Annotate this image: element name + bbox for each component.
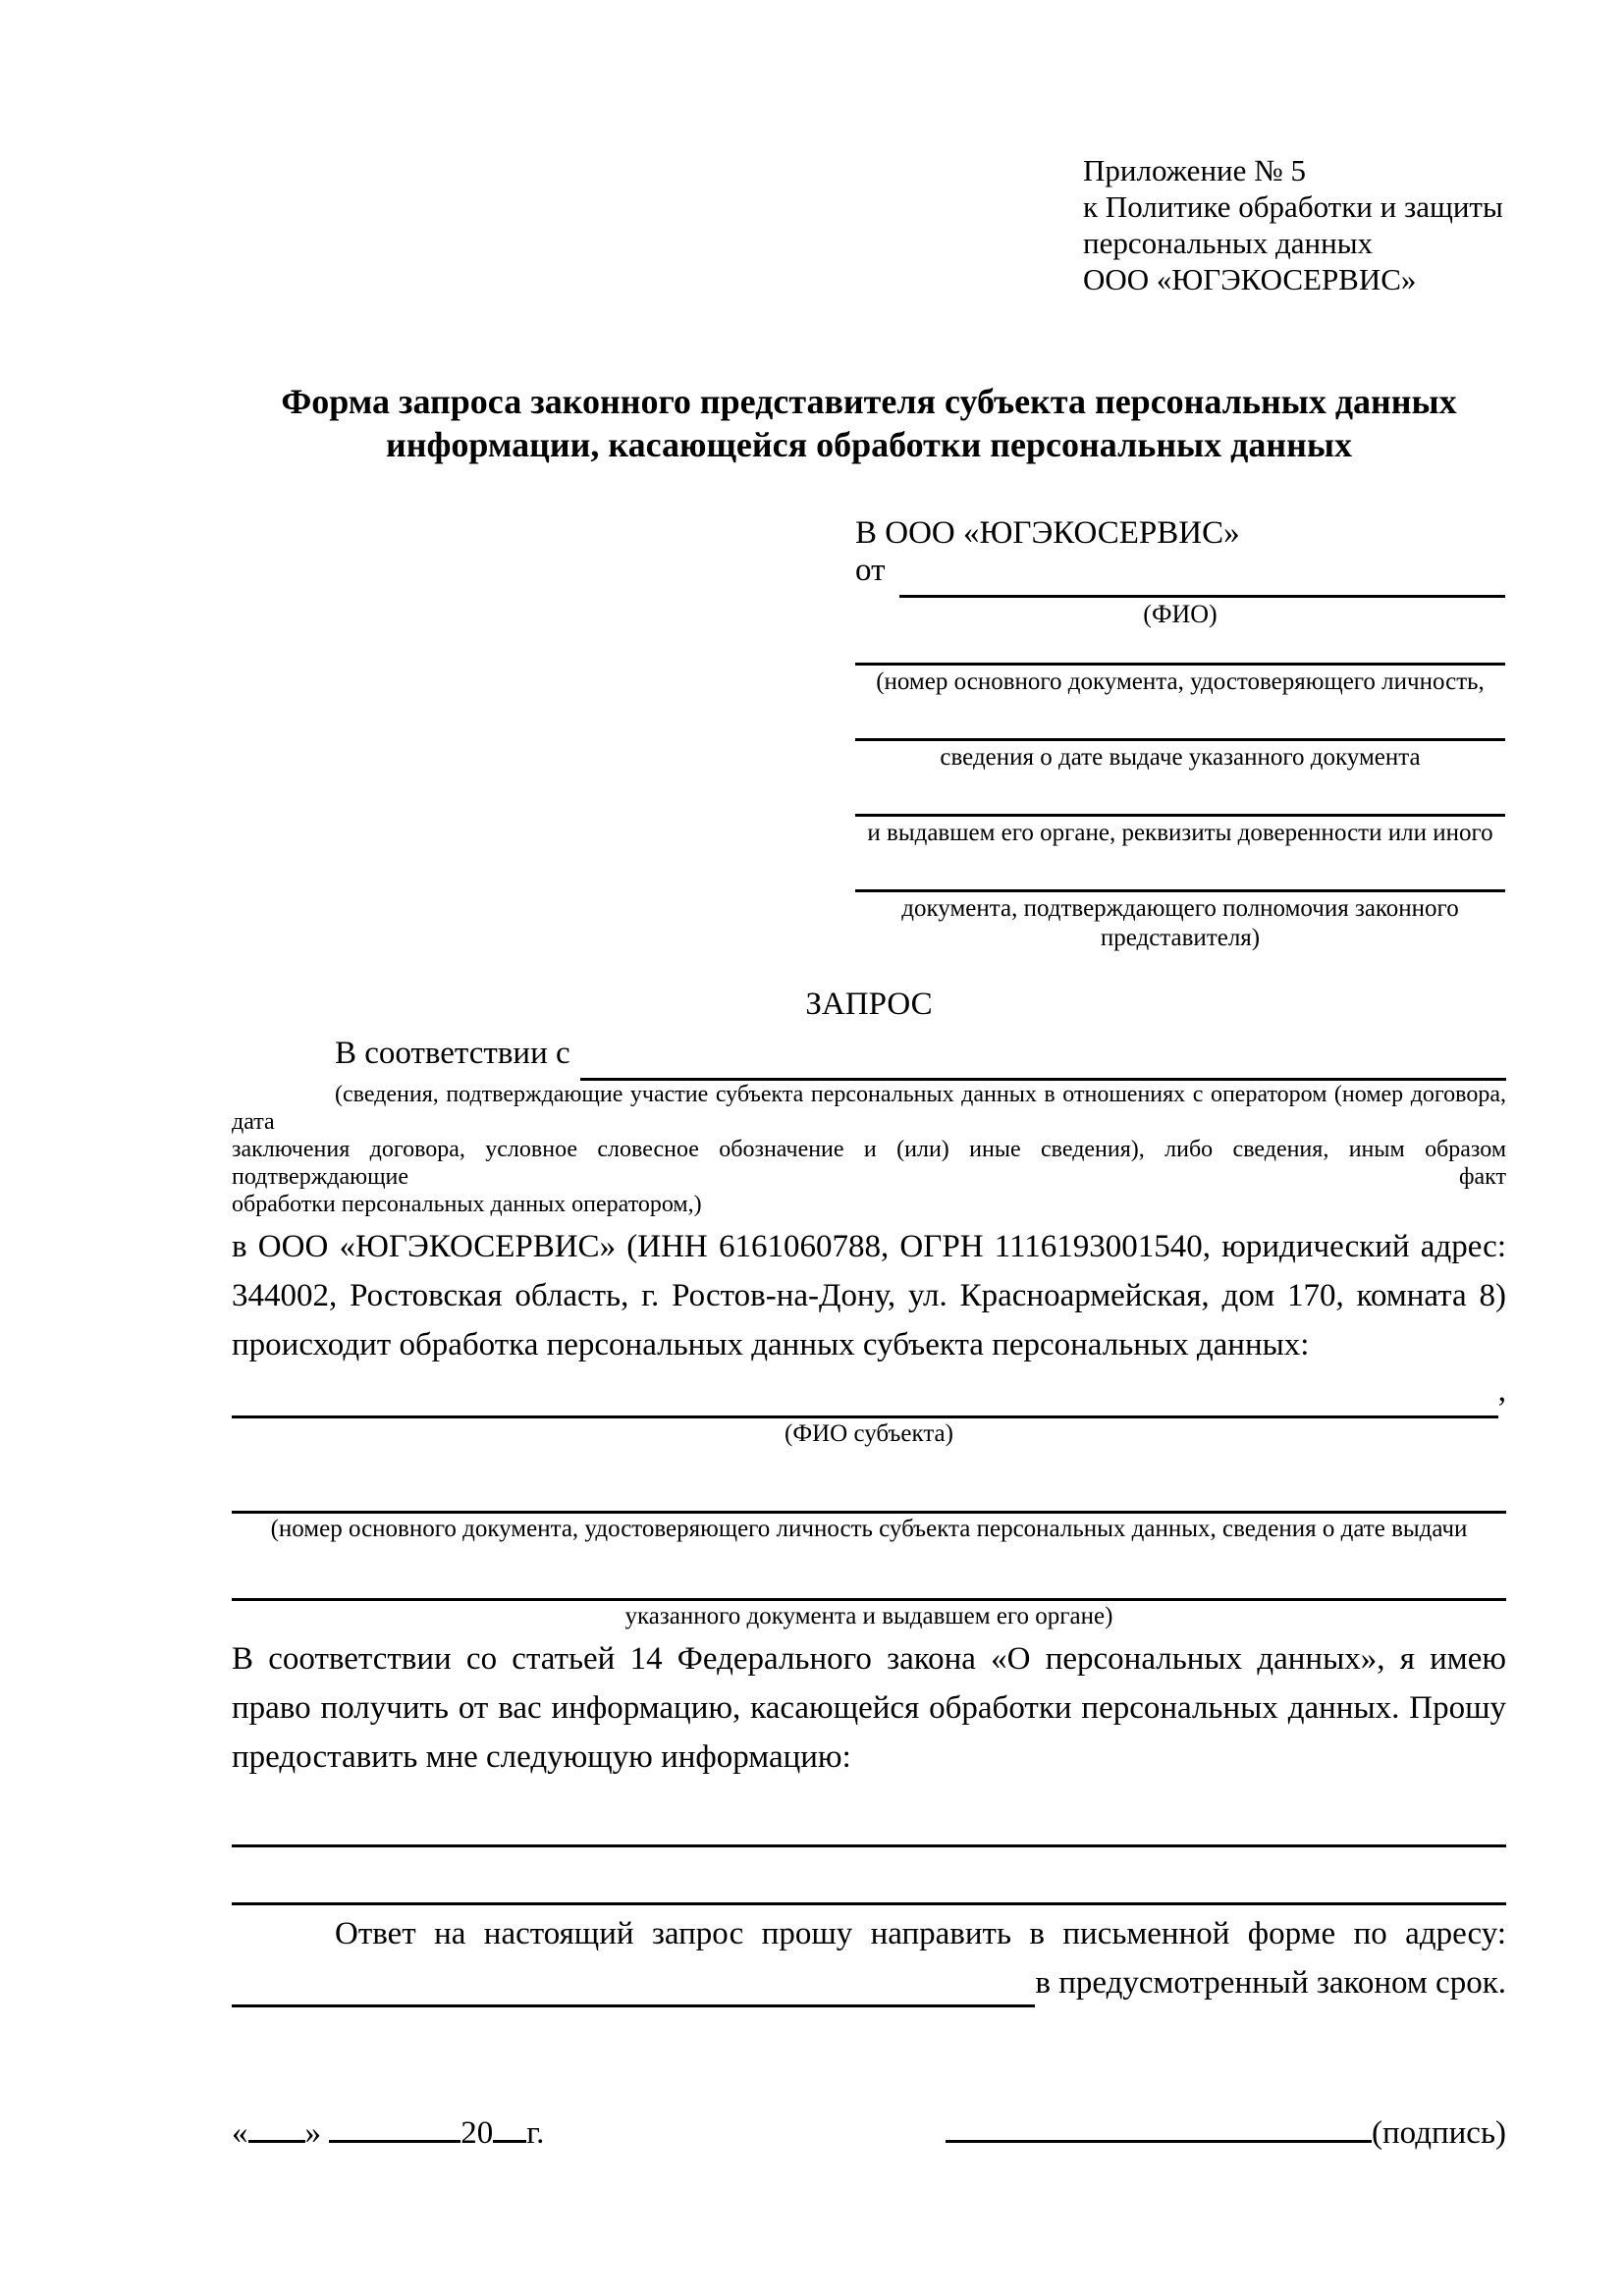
- law-paragraph-line2: право получить от вас информацию, касающейся обработки персональных данных. Прошу: [232, 1690, 1506, 1726]
- issue-date-caption: сведения о дате выдаче указанного документа: [940, 744, 1421, 771]
- appendix-subject-line: персональных данных: [1083, 226, 1374, 260]
- issue-date-blank-line: [855, 697, 1505, 741]
- authority-doc-blank-line: [855, 848, 1505, 892]
- law-paragraph-line1: В соответствии со статьей 14 Федерального закона «О персональных данных», я имею: [232, 1641, 1506, 1677]
- subject-doc-caption2: указанного документа и выдавшем его органе): [624, 1603, 1113, 1629]
- basis-row: [232, 1036, 1506, 1081]
- basis-note-line1: (сведения, подтверждающие участие субъекта персональных данных в отношениях с оператором (номер договора, дата: [232, 1082, 1506, 1135]
- addressee-block: [855, 513, 1505, 953]
- appendix-policy-line: к Политике обработки и защиты: [1083, 189, 1503, 224]
- info-blank-line1: [232, 1797, 1506, 1847]
- from-label: от: [855, 553, 886, 588]
- info-blank-line2: [232, 1847, 1506, 1905]
- identity-doc-blank-line: [855, 629, 1505, 666]
- signature-caption: (подпись): [1372, 2115, 1506, 2151]
- date-day-blank: [248, 2108, 305, 2143]
- date-open-quote: «: [232, 2115, 248, 2151]
- law-paragraph-line3: предоставить мне следующую информацию:: [232, 1739, 851, 1775]
- appendix-company-line: ООО «ЮГЭКОСЕРВИС»: [1083, 262, 1417, 296]
- reply-paragraph-line1: Ответ на настоящий запрос прошу направить в письменной форме по адресу:: [335, 1916, 1506, 1951]
- issuing-authority-caption: и выдавшем его органе, реквизиты доверенности или иного: [867, 820, 1493, 846]
- request-heading: ЗАПРОС: [805, 987, 933, 1022]
- subject-doc-blank-line1: [232, 1464, 1506, 1514]
- operator-paragraph-line3: происходит обработка персональных данных субъекта персональных данных:: [232, 1327, 1310, 1362]
- subject-doc-blank-line2: [232, 1543, 1506, 1601]
- basis-note-line3: обработки персональных данных оператором,): [232, 1192, 702, 1217]
- addressee-organization: В ООО «ЮГЭКОСЕРВИС»: [855, 515, 1240, 551]
- date-year-suffix: г.: [526, 2115, 545, 2151]
- law-paragraph: [232, 1634, 1506, 1782]
- operator-paragraph-line1: в ООО «ЮГЭКОСЕРВИС» (ИНН 6161060788, ОГРН 1116193001540, юридический адрес:: [232, 1229, 1506, 1264]
- basis-note: [232, 1081, 1506, 1218]
- authority-doc-caption: документа, подтверждающего полномочия законного представителя): [901, 895, 1459, 951]
- date-month-blank: [329, 2108, 460, 2143]
- reply-address-row: [232, 1958, 1506, 2007]
- signature-blank-line: [946, 2108, 1372, 2143]
- document-title-line2: информации, касающейся обработки персональных данных: [386, 425, 1352, 464]
- subject-fio-blank-line: [232, 1381, 1498, 1418]
- footer-row: [232, 2108, 1506, 2152]
- signature-group: [946, 2108, 1506, 2152]
- subject-fio-comma: ,: [1497, 1373, 1506, 1409]
- fio-caption: (ФИО): [1143, 600, 1218, 628]
- reply-address-blank-line: [232, 1970, 1035, 2007]
- basis-lead-text: В соответствии с: [335, 1036, 570, 1071]
- appendix-number-line: Приложение № 5: [1083, 153, 1306, 187]
- fio-blank-line: [899, 561, 1506, 598]
- appendix-header: [1083, 152, 1506, 297]
- basis-note-line2: заключения договора, условное словесное обозначение и (или) иные сведения), либо сведения, иным образом подтверждающие факт: [232, 1137, 1506, 1190]
- date-close-quote: »: [304, 2115, 330, 2151]
- date-year-prefix: 20: [460, 2115, 494, 2151]
- document-title: [232, 380, 1506, 466]
- basis-blank-line: [580, 1043, 1506, 1081]
- subject-fio-caption: (ФИО субъекта): [785, 1420, 953, 1447]
- subject-fio-row: [232, 1373, 1506, 1418]
- document-title-line1: Форма запроса законного представителя субъекта персональных данных: [281, 382, 1457, 421]
- operator-paragraph-line2: 344002, Ростовская область, г. Ростов-на-Дону, ул. Красноармейская, дом 170, комната 8): [232, 1278, 1506, 1313]
- reply-paragraph: [232, 1909, 1506, 2007]
- issuing-authority-blank-line: [855, 773, 1505, 817]
- identity-doc-caption: (номер основного документа, удостоверяющего личность,: [876, 668, 1485, 695]
- reply-paragraph-suffix: в предусмотренный законом срок.: [1035, 1965, 1506, 2001]
- date-group: [232, 2108, 544, 2152]
- subject-doc-caption1: (номер основного документа, удостоверяющего личность субъекта персональных данных, сведения о дате выдачи: [270, 1516, 1468, 1542]
- operator-paragraph: [232, 1222, 1506, 1369]
- date-year-blank: [493, 2108, 526, 2143]
- from-row: [855, 553, 1505, 598]
